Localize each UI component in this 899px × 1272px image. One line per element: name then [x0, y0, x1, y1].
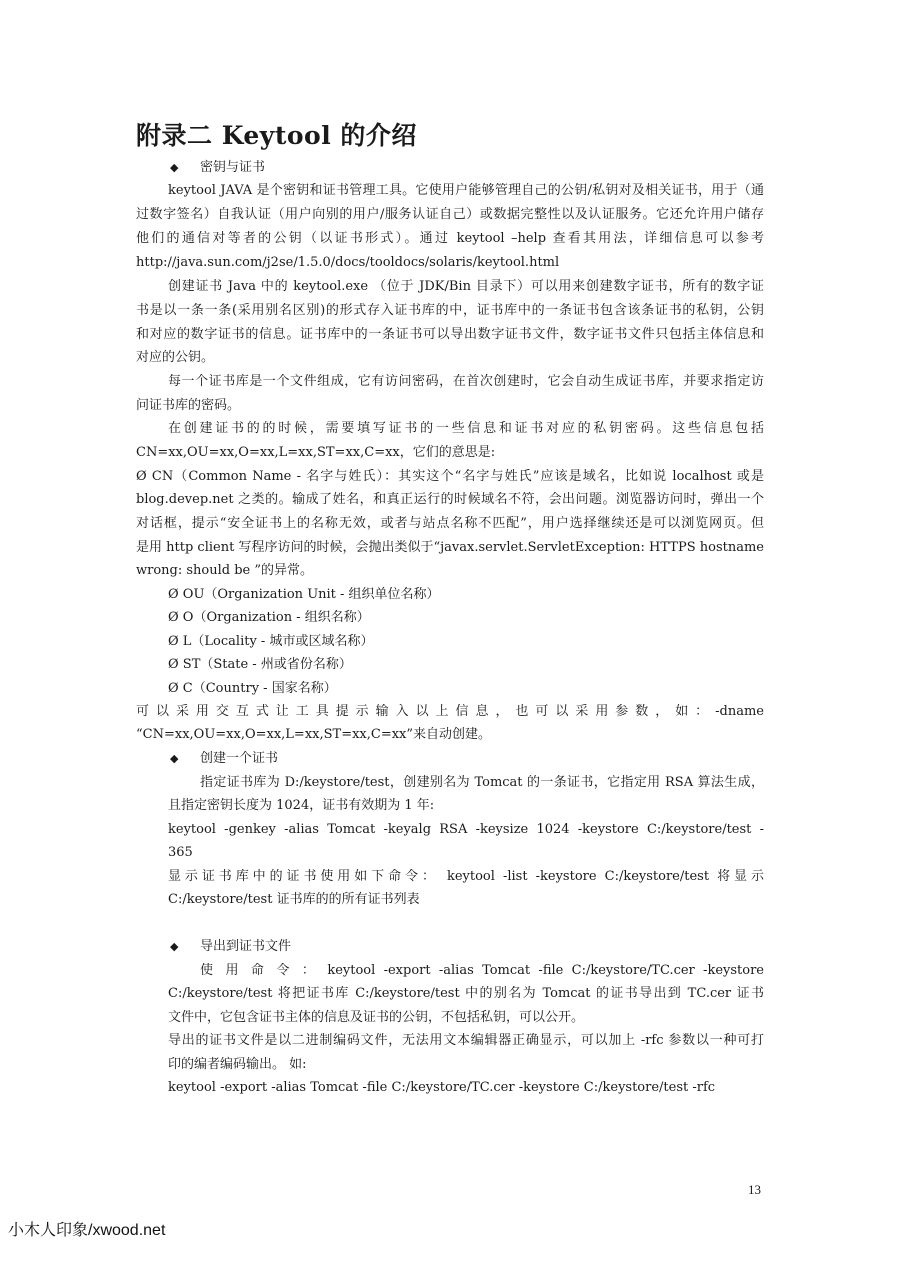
paragraph-line: 导出的证书文件是以二进制编码文件，无法用文本编辑器正确显示，可以加上 -rfc 参数以一种可打	[168, 1033, 764, 1048]
paragraph-line: 且指定密钥长度为 1024，证书有效期为 1 年:	[168, 798, 435, 813]
paragraph-line: 使 用 命 令 ： keytool -export -alias Tomcat -file C:/keystore/TC.cer -keystore	[200, 963, 764, 978]
paragraph-line: C:/keystore/test 证书库的的所有证书列表	[168, 892, 420, 907]
paragraph-line: 文件中，它包含证书主体的信息及证书的公钥，不包括私钥，可以公开。	[168, 1010, 585, 1025]
watermark: 小木人印象/xwood.net	[8, 1222, 166, 1239]
paragraph-line: 每一个证书库是一个文件组成，它有访问密码，在首次创建时，它会自动生成证书库，并要求指定访	[168, 374, 764, 389]
paragraph-line: 指定证书库为 D:/keystore/test，创建别名为 Tomcat 的一条证书，它指定用 RSA 算法生成，	[200, 775, 764, 790]
paragraph-line: 创建证书 Java 中的 keytool.exe （位于 JDK/Bin 目录下）可以用来创建数字证书，所有的数字证	[168, 279, 764, 294]
paragraph-line: 显示证书库中的证书使用如下命令： keytool -list -keystore C:/keystore/test 将显示	[168, 869, 764, 884]
paragraph-line: 问证书库的密码。	[136, 398, 241, 413]
diamond-bullet-icon: ◆	[170, 752, 179, 765]
paragraph-line: 过数字签名）自我认证（用户向别的用户/服务认证自己）或数据完整性以及认证服务。它还允许用户储存	[136, 207, 764, 222]
diamond-bullet-icon: ◆	[170, 161, 179, 174]
list-item: Ø ST（State - 州或省份名称）	[168, 657, 352, 672]
page-title: 附录二 Keytool 的介绍	[136, 121, 417, 150]
paragraph-line: 书是以一条一条(采用别名区别)的形式存入证书库的中，证书库中的一条证书包含该条证书的私钥，公钥	[136, 303, 764, 318]
paragraph-line: 他们的通信对等者的公钥（以证书形式）。通过 keytool –help 查看其用法，详细信息可以参考	[136, 231, 764, 246]
paragraph-line: 在创建证书的的时候，需要填写证书的一些信息和证书对应的私钥密码。这些信息包括	[168, 421, 764, 436]
paragraph-line: blog.devep.net 之类的。输成了姓名，和真正运行的时候域名不符，会出问题。浏览器访问时，弹出一个	[136, 492, 764, 507]
paragraph-line: CN=xx,OU=xx,O=xx,L=xx,ST=xx,C=xx，它们的意思是:	[136, 445, 496, 460]
list-item: Ø C（Country - 国家名称）	[168, 681, 337, 696]
paragraph-line: keytool JAVA 是个密钥和证书管理工具。它使用户能够管理自己的公钥/私钥对及相关证书，用于（通	[168, 183, 764, 198]
list-item: Ø O（Organization - 组织名称）	[168, 610, 370, 625]
code-line: 365	[168, 845, 193, 860]
paragraph-line: http://java.sun.com/j2se/1.5.0/docs/tooldocs/solaris/keytool.html	[136, 255, 560, 270]
paragraph-line: wrong: should be ”的异常。	[136, 563, 314, 578]
diamond-bullet-icon: ◆	[170, 940, 179, 953]
list-item: Ø OU（Organization Unit - 组织单位名称）	[168, 587, 440, 602]
section-heading-export-certificate: ◆ 导出到证书文件	[170, 939, 292, 954]
section-heading-create-certificate: ◆ 创建一个证书	[170, 751, 279, 766]
section-heading-keys-and-certificates: ◆ 密钥与证书	[170, 160, 266, 175]
code-line: keytool -genkey -alias Tomcat -keyalg RSA -keysize 1024 -keystore C:/keystore/test -	[168, 822, 764, 837]
paragraph-line: C:/keystore/test 将把证书库 C:/keystore/test 中的别名为 Tomcat 的证书导出到 TC.cer 证书	[168, 986, 764, 1001]
code-line: keytool -export -alias Tomcat -file C:/keystore/TC.cer -keystore C:/keystore/test -rfc	[168, 1080, 716, 1095]
list-item: Ø L（Locality - 城市或区域名称）	[168, 634, 374, 649]
paragraph-line: 对话框，提示“安全证书上的名称无效，或者与站点名称不匹配”，用户选择继续还是可以浏览网页。但	[136, 516, 764, 531]
paragraph-line: 可 以 采 用 交 互 式 让 工 具 提 示 输 入 以 上 信 息 ， 也 可 以 采 用 参 数 ， 如 ： -dname	[136, 704, 764, 719]
paragraph-line: 是用 http client 写程序访问的时候，会抛出类似于“javax.servlet.ServletException: HTTPS hostname	[136, 540, 764, 555]
page-number: 13	[748, 1182, 761, 1197]
paragraph-line: 和对应的数字证书的信息。证书库中的一条证书可以导出数字证书文件，数字证书文件只包括主体信息和	[136, 327, 764, 342]
paragraph-line: 对应的公钥。	[136, 350, 215, 365]
paragraph-line: 印的编者编码输出。 如:	[168, 1057, 307, 1072]
paragraph-line: “CN=xx,OU=xx,O=xx,L=xx,ST=xx,C=xx”来自动创建。	[136, 727, 492, 742]
paragraph-line: Ø CN（Common Name - 名字与姓氏）：其实这个“名字与姓氏”应该是域名，比如说 localhost 或是	[136, 469, 764, 484]
